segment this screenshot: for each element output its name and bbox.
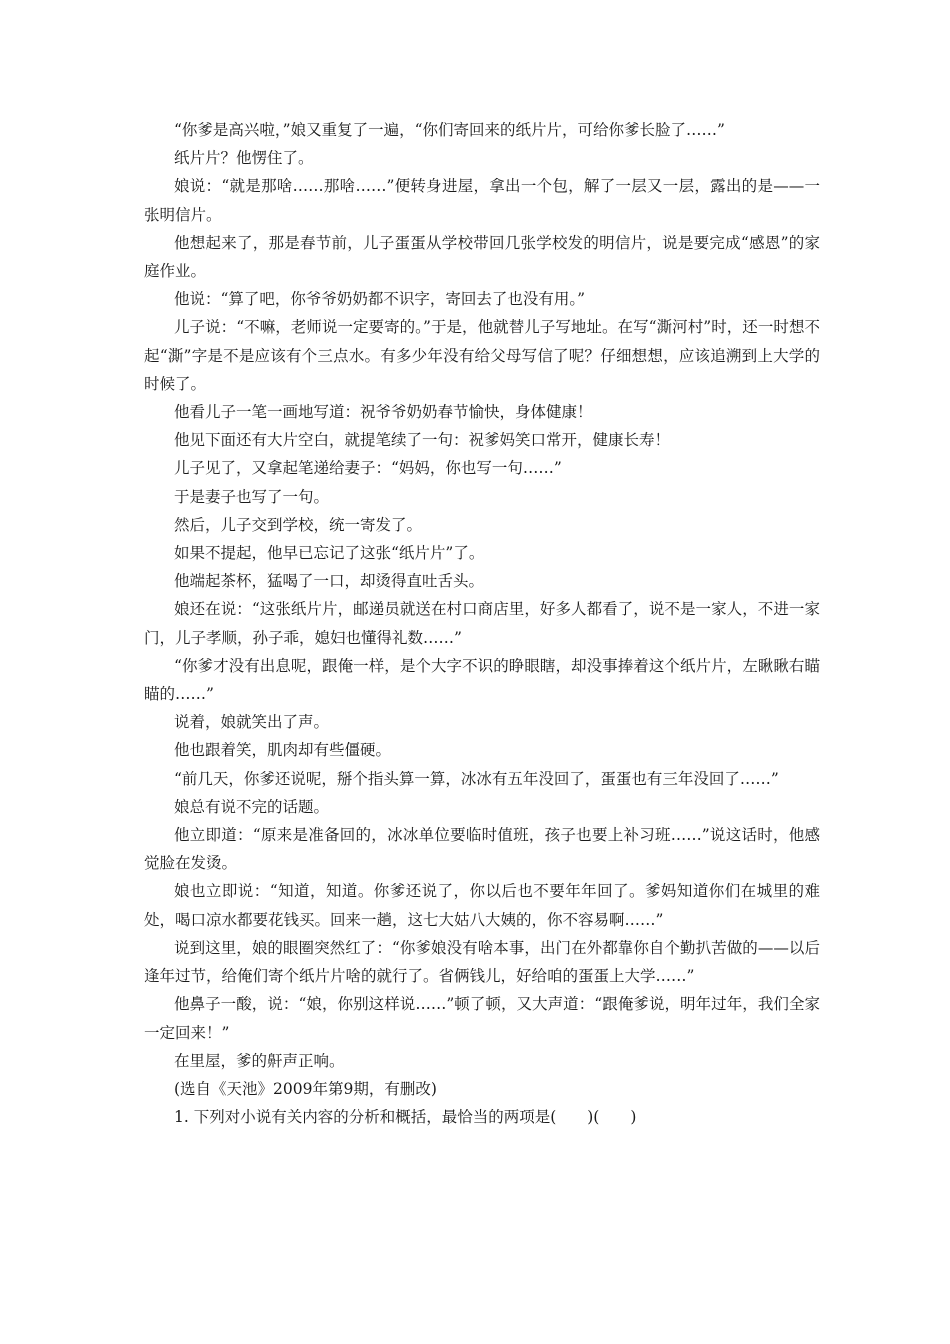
source-citation: (选自《天池》2009年第9期，有删改) bbox=[174, 1079, 437, 1098]
paragraph: 他说：“算了吧，你爷爷奶奶都不识字，寄回去了也没有用。” bbox=[174, 290, 586, 309]
paragraph: 儿子说：“不嘛，老师说一定要寄的。”于是，他就替儿子写地址。在写“澌河村”时，还一时想不起“澌”字是不是应该有个三点水。有多少年没有给父母写信了呢？仔细想想，应该追溯到上大学的时候了。 bbox=[144, 318, 820, 393]
paragraph: 娘也立即说：“知道，知道。你爹还说了，你以后也不要年年回了。爹妈知道你们在城里的难处，喝口凉水都要花钱买。回来一趟，这七大姑八大姨的，你不容易啊……” bbox=[144, 882, 820, 929]
paragraph: 在里屋，爹的鼾声正响。 bbox=[174, 1051, 345, 1070]
paragraph: 娘说：“就是那啥……那啥……”便转身进屋，拿出一个包，解了一层又一层，露出的是——一张明信片。 bbox=[144, 177, 820, 224]
paragraph: 他看儿子一笔一画地写道：祝爷爷奶奶春节愉快，身体健康！ bbox=[174, 403, 593, 422]
story-text bbox=[144, 116, 820, 1131]
paragraph: 他端起茶杯，猛喝了一口，却烫得直吐舌头。 bbox=[174, 572, 485, 591]
paragraph: 他也跟着笑，肌肉却有些僵硬。 bbox=[174, 741, 392, 760]
paragraph: 如果不提起，他早已忘记了这张“纸片片”了。 bbox=[174, 544, 485, 563]
paragraph: 他鼻子一酸，说：“娘，你别这样说……”顿了顿，又大声道：“跟俺爹说，明年过年，我们全家一定回来！” bbox=[144, 995, 820, 1042]
question-1: 1. 下列对小说有关内容的分析和概括，最恰当的两项是( )( ) bbox=[174, 1108, 637, 1127]
paragraph: 他立即道：“原来是准备回的，冰冰单位要临时值班，孩子也要上补习班……”说这话时，他感觉脸在发烫。 bbox=[144, 826, 820, 873]
paragraph: 娘总有说不完的话题。 bbox=[174, 797, 330, 816]
paragraph: 纸片片？他愣住了。 bbox=[174, 149, 314, 168]
paragraph: 说着，娘就笑出了声。 bbox=[174, 713, 330, 732]
paragraph: “前几天，你爹还说呢，掰个指头算一算，冰冰有五年没回了，蛋蛋也有三年没回了……” bbox=[174, 769, 779, 788]
paragraph: 儿子见了，又拿起笔递给妻子：“妈妈，你也写一句……” bbox=[174, 459, 562, 478]
paragraph: 然后，儿子交到学校，统一寄发了。 bbox=[174, 515, 423, 534]
paragraph: 娘还在说：“这张纸片片，邮递员就送在村口商店里，好多人都看了，说不是一家人，不进一家门，儿子孝顺，孙子乖，媳妇也懂得礼数……” bbox=[144, 600, 820, 647]
paragraph: 于是妻子也写了一句。 bbox=[174, 487, 330, 506]
paragraph: 说到这里，娘的眼圈突然红了：“你爹娘没有啥本事，出门在外都靠你自个勤扒苦做的——以后逢年过节，给俺们寄个纸片片啥的就行了。省俩钱儿，好给咱的蛋蛋上大学……” bbox=[144, 938, 820, 986]
paragraph: 他见下面还有大片空白，就提笔续了一句：祝爹妈笑口常开，健康长寿！ bbox=[174, 431, 671, 450]
paragraph: 他想起来了，那是春节前，儿子蛋蛋从学校带回几张学校发的明信片，说是要完成“感恩”的家庭作业。 bbox=[144, 233, 820, 281]
paragraph: “你爹是高兴啦，”娘又重复了一遍，“你们寄回来的纸片片，可给你爹长脸了……” bbox=[174, 121, 725, 139]
paragraph: “你爹才没有出息呢，跟俺一样，是个大字不识的睁眼瞎，却没事捧着这个纸片片，左瞅瞅右瞄瞄的……” bbox=[144, 656, 820, 704]
